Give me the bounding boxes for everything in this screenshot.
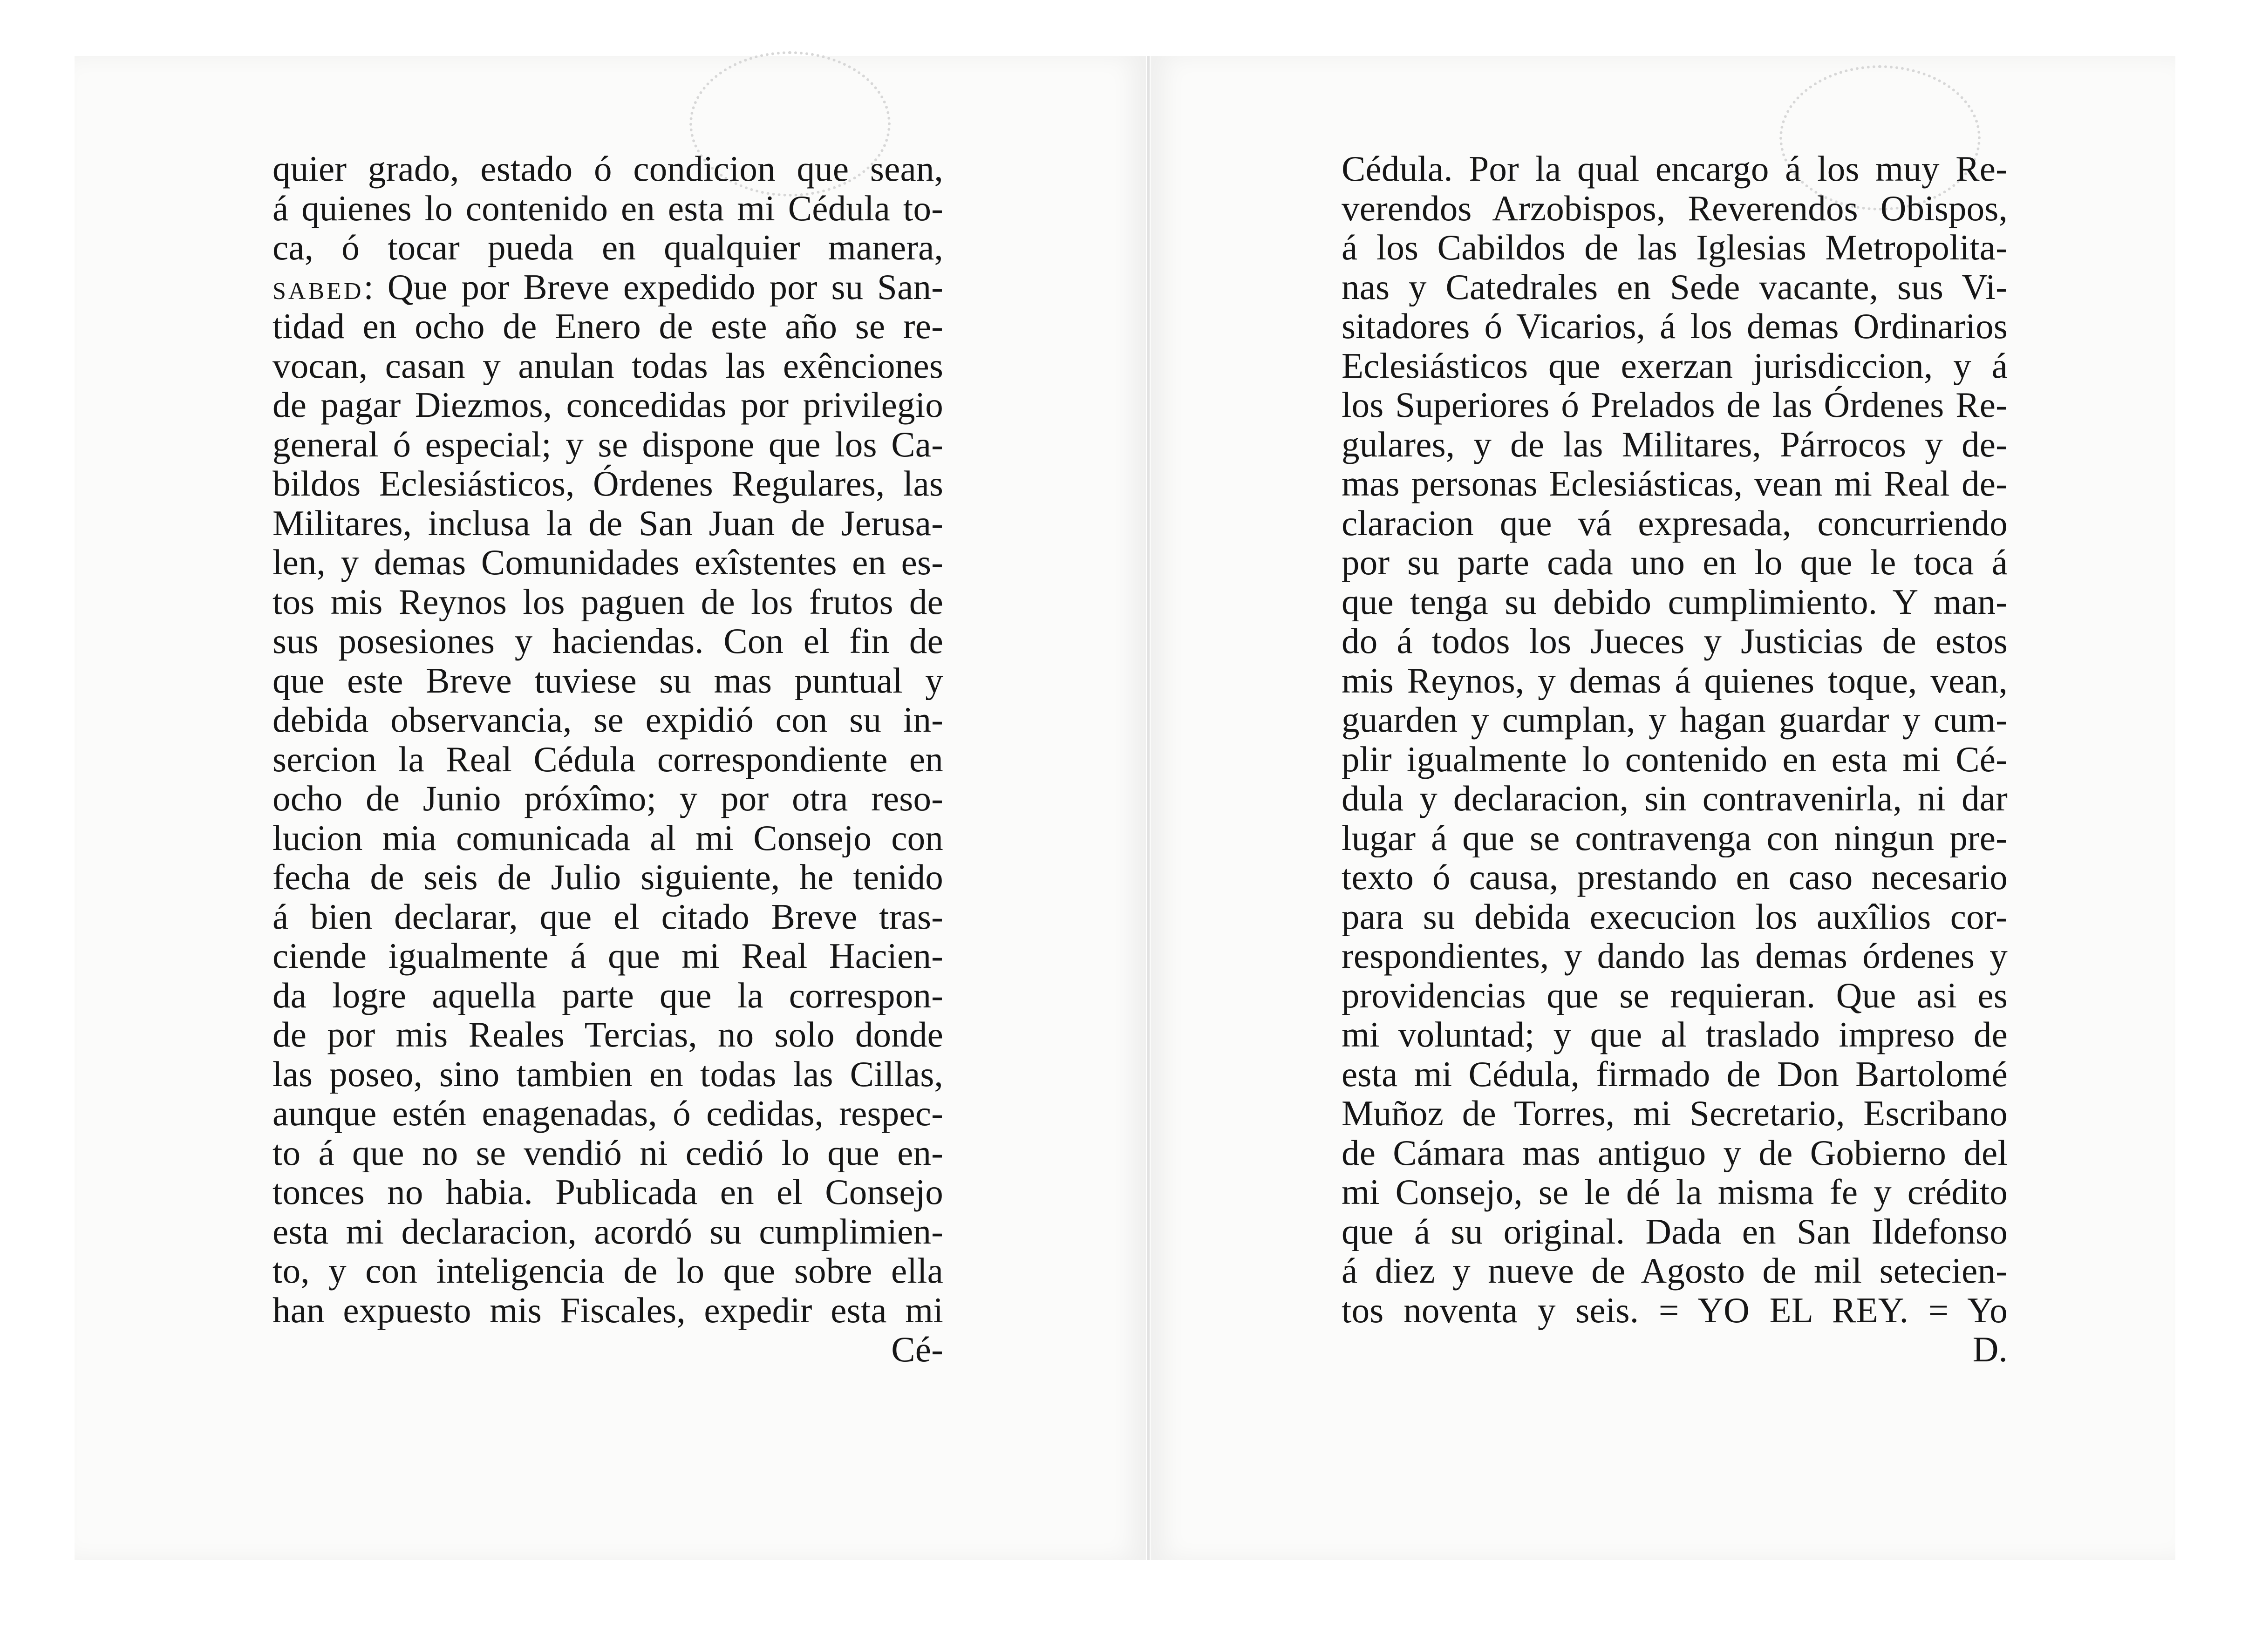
text-line-content: vocan, casan y anulan todas las exênciones: [273, 346, 943, 385]
text-line-content: de Cámara mas antiguo y de Gobierno del: [1342, 1133, 2008, 1172]
text-line-content: aunque estén enagenadas, ó cedidas, respec-: [273, 1094, 943, 1133]
text-line: [273, 503, 943, 543]
text-line-content: tos mis Reynos los paguen de los frutos de: [273, 582, 943, 621]
text-line: [1342, 661, 2008, 700]
text-line: [273, 1054, 943, 1094]
text-line-content: len, y demas Comunidades exîstentes en es-: [273, 543, 943, 582]
text-line-content: que á su original. Dada en San Ildefonso: [1342, 1211, 2008, 1251]
text-line-content: general ó especial; y se dispone que los Ca-: [273, 424, 943, 464]
catchword: Cé-: [891, 1330, 943, 1369]
text-line-content: esta mi declaracion, acordó su cumplimien-: [273, 1211, 943, 1251]
text-line: [1342, 700, 2008, 740]
text-line-content: mi Consejo, se le dé la misma fe y crédito: [1342, 1172, 2008, 1212]
text-line: [1342, 543, 2008, 582]
text-line-content: que tenga su debido cumplimiento. Y man-: [1342, 582, 2008, 621]
text-line: [273, 582, 943, 622]
page-gutter: [1147, 56, 1150, 1560]
text-line-content: esta mi Cédula, firmado de Don Bartolomé: [1342, 1054, 2008, 1094]
text-line: [1342, 857, 2008, 897]
left-text-column: [273, 149, 943, 1369]
text-line-content: para su debida execucion los auxîlios cor-: [1342, 897, 2008, 936]
text-line-content: nas y Catedrales en Sede vacante, sus Vi-: [1342, 267, 2008, 306]
text-line-content: sercion la Real Cédula correspondiente en: [273, 739, 943, 779]
text-line-content: Eclesiásticos que exerzan jurisdiccion, y á: [1342, 346, 2008, 385]
small-caps-word: SABED: [273, 278, 364, 305]
text-line-content: gulares, y de las Militares, Párrocos y de-: [1342, 424, 2008, 464]
text-line: [273, 267, 943, 307]
text-line: [1342, 1015, 2008, 1054]
text-line-content: por su parte cada uno en lo que le toca á: [1342, 543, 2008, 582]
text-line: [273, 621, 943, 661]
text-line-content: providencias que se requieran. Que asi es: [1342, 975, 2008, 1015]
text-line-content: plir igualmente lo contenido en esta mi Cé-: [1342, 739, 2008, 779]
text-line-content: tidad en ocho de Enero de este año se re-: [273, 306, 943, 346]
text-line: [1342, 385, 2008, 425]
text-line: [273, 1251, 943, 1291]
text-line-content: to á que no se vendió ni cedió lo que en-: [273, 1133, 943, 1172]
text-line: [273, 543, 943, 582]
text-line: [273, 1291, 943, 1330]
text-line: [273, 818, 943, 858]
text-line: [1342, 1291, 2008, 1330]
text-line-content: lucion mia comunicada al mi Consejo con: [273, 818, 943, 857]
text-line-content: ca, ó tocar pueda en qualquier manera,: [273, 228, 943, 267]
text-line: [1342, 936, 2008, 976]
text-line: [273, 425, 943, 464]
text-line-content: tos noventa y seis. = YO EL REY. = Yo: [1342, 1290, 2008, 1330]
text-line-content: to, y con inteligencia de lo que sobre ella: [273, 1251, 943, 1291]
text-line: [1342, 582, 2008, 622]
text-line: [1342, 228, 2008, 267]
text-line-content: respondientes, y dando las demas órdenes y: [1342, 936, 2008, 976]
text-line: [273, 464, 943, 503]
text-line-content: dula y declaracion, sin contravenirla, ni dar: [1342, 779, 2008, 818]
text-line: [273, 897, 943, 937]
text-line: [1342, 1133, 2008, 1173]
text-line-content: da logre aquella parte que la correspon-: [273, 975, 943, 1015]
text-line-content: texto ó causa, prestando en caso necesario: [1342, 857, 2008, 897]
text-line: [1342, 976, 2008, 1015]
text-line: [273, 976, 943, 1015]
text-line-content: de pagar Diezmos, concedidas por privilegio: [273, 385, 943, 425]
text-line: [1342, 1172, 2008, 1212]
text-line: [273, 1015, 943, 1054]
text-line: [1342, 779, 2008, 818]
text-line-content: do á todos los Jueces y Justicias de estos: [1342, 621, 2008, 661]
text-line: [273, 700, 943, 740]
text-line: [1342, 346, 2008, 386]
text-line: [273, 1212, 943, 1251]
text-line: [273, 189, 943, 228]
right-text-column: [1342, 149, 2008, 1369]
text-line: [1342, 425, 2008, 464]
text-line: [1342, 306, 2008, 346]
text-line: [1342, 621, 2008, 661]
text-line: [273, 1133, 943, 1173]
text-line: [273, 661, 943, 700]
text-line-content: ocho de Junio próxîmo; y por otra reso-: [273, 779, 943, 818]
text-line: [273, 936, 943, 976]
text-line-content: tonces no habia. Publicada en el Consejo: [273, 1172, 943, 1212]
text-line: [1342, 189, 2008, 228]
text-line: [273, 228, 943, 267]
catchword: D.: [1972, 1330, 2008, 1369]
text-line: [1342, 740, 2008, 779]
text-line-content: á diez y nueve de Agosto de mil setecien-: [1342, 1251, 2008, 1291]
text-line: [1342, 1251, 2008, 1291]
text-line: [1342, 267, 2008, 307]
text-line-content: las poseo, sino tambien en todas las Cillas,: [273, 1054, 943, 1094]
text-line: [273, 149, 943, 189]
text-line-content: bildos Eclesiásticos, Órdenes Regulares, las: [273, 464, 943, 503]
text-line-content: : Que por Breve expedido por su San-: [363, 267, 943, 306]
text-line: [273, 1094, 943, 1133]
text-line-content: verendos Arzobispos, Reverendos Obispos,: [1342, 188, 2008, 228]
text-line-content: los Superiores ó Prelados de las Órdenes Re-: [1342, 385, 2008, 425]
text-line: [1342, 818, 2008, 858]
text-line: [1342, 1212, 2008, 1251]
text-line: [273, 385, 943, 425]
text-line: [1342, 1094, 2008, 1133]
text-line: [273, 740, 943, 779]
text-line: [273, 857, 943, 897]
text-line-content: claracion que vá expresada, concurriendo: [1342, 503, 2008, 543]
text-line-content: ciende igualmente á que mi Real Hacien-: [273, 936, 943, 976]
text-line: [1342, 149, 2008, 189]
text-line-content: mi voluntad; y que al traslado impreso de: [1342, 1015, 2008, 1054]
text-line: [1342, 1054, 2008, 1094]
text-line: [1342, 503, 2008, 543]
text-line-content: que este Breve tuviese su mas puntual y: [273, 660, 943, 700]
text-line-content: á bien declarar, que el citado Breve tras-: [273, 897, 943, 936]
text-line-content: han expuesto mis Fiscales, expedir esta mi: [273, 1290, 943, 1330]
text-line-content: fecha de seis de Julio siguiente, he tenido: [273, 857, 943, 897]
text-line-content: de por mis Reales Tercias, no solo donde: [273, 1015, 943, 1054]
text-line: [1342, 464, 2008, 503]
text-line: [1342, 897, 2008, 937]
text-line-content: debida observancia, se expidió con su in-: [273, 700, 943, 740]
text-line-content: á los Cabildos de las Iglesias Metropolita-: [1342, 228, 2008, 267]
text-line: [273, 346, 943, 386]
text-line-content: Militares, inclusa la de San Juan de Jerusa-: [273, 503, 943, 543]
text-line-content: á quienes lo contenido en esta mi Cédula to-: [273, 188, 943, 228]
text-line: [273, 1172, 943, 1212]
text-line: [273, 306, 943, 346]
text-line: [273, 779, 943, 818]
text-line-content: guarden y cumplan, y hagan guardar y cum-: [1342, 700, 2008, 740]
text-line-content: Muñoz de Torres, mi Secretario, Escribano: [1342, 1094, 2008, 1133]
text-line-content: Cédula. Por la qual encargo á los muy Re-: [1342, 149, 2008, 189]
text-line-content: sitadores ó Vicarios, á los demas Ordinarios: [1342, 306, 2008, 346]
text-line-content: quier grado, estado ó condicion que sean,: [273, 149, 943, 189]
text-line-content: sus posesiones y haciendas. Con el fin de: [273, 621, 943, 661]
text-line-content: mas personas Eclesiásticas, vean mi Real de-: [1342, 464, 2008, 503]
text-line-content: mis Reynos, y demas á quienes toque, vean,: [1342, 660, 2008, 700]
text-line-content: lugar á que se contravenga con ningun pre-: [1342, 818, 2008, 857]
